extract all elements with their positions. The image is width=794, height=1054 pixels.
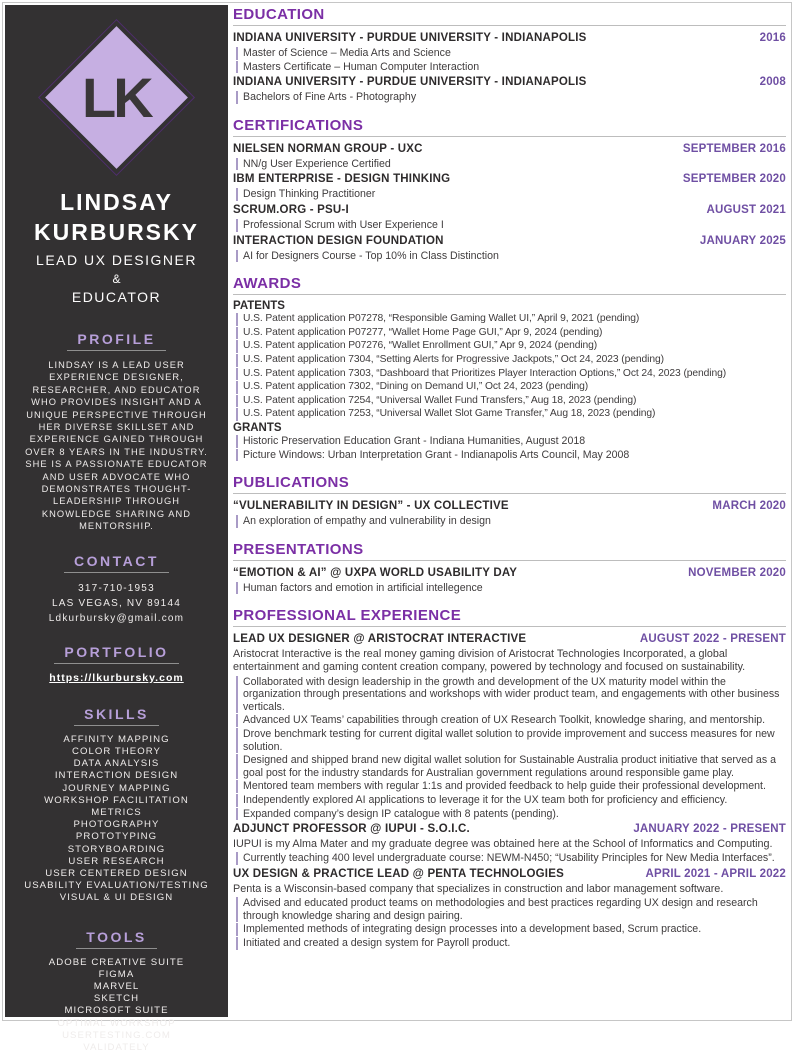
role-title: LEAD UX DESIGNER: [36, 252, 197, 268]
patent-item: U.S. Patent application 7253, “Universal Wallet Slot Game Transfer,” Aug 18, 2023 (pending): [236, 408, 786, 421]
entry-title: IBM ENTERPRISE - DESIGN THINKING: [233, 173, 451, 186]
skill-item: AFFINITY MAPPING: [63, 733, 170, 745]
certifications-heading: CERTIFICATIONS: [233, 117, 786, 137]
entry-title: “VULNERABILITY IN DESIGN” - UX COLLECTIVE: [233, 500, 509, 513]
certification-entry: [233, 203, 786, 232]
publications-body: [233, 499, 786, 528]
publications-heading: PUBLICATIONS: [233, 474, 786, 494]
skill-item: USER CENTERED DESIGN: [45, 867, 188, 879]
job-date: APRIL 2021 - APRIL 2022: [645, 868, 786, 881]
job-bullets: [233, 676, 786, 821]
bullet-line: Initiated and created a design system for Payroll product.: [236, 937, 786, 950]
entry-date: MARCH 2020: [712, 500, 786, 513]
entry-title: “EMOTION & AI” @ UXPA WORLD USABILITY DAY: [233, 566, 518, 579]
certification-entry: [233, 234, 786, 263]
education-entry: [233, 75, 786, 104]
patent-item: U.S. Patent application 7254, “Universal Wallet Fund Transfers,” Aug 18, 2023 (pending): [236, 395, 786, 408]
profile-section: [5, 331, 228, 533]
skill-item: WORKSHOP FACILITATION: [44, 794, 189, 806]
certification-entry: [233, 142, 786, 171]
grant-item: Picture Windows: Urban Interpretation Grant - Indianapolis Arts Council, May 2008: [236, 449, 786, 462]
grants-list: [233, 435, 786, 461]
patent-item: U.S. Patent application 7302, “Dining on Demand UI,” Oct 24, 2023 (pending): [236, 381, 786, 394]
entry-date: 2008: [759, 76, 786, 89]
detail-line: Bachelors of Fine Arts - Photography: [236, 91, 786, 104]
sidebar: [5, 5, 228, 1053]
certifications-body: [233, 142, 786, 262]
skill-item: USABILITY EVALUATION/TESTING: [24, 880, 209, 892]
bullet-line: Designed and shipped brand new digital wallet solution for Sustainable Australia product initiative that served as a goal post for the industry standards for Australian government regulations around responsible game play.: [236, 754, 786, 779]
education-entry: [233, 31, 786, 73]
detail-line: Human factors and emotion in artificial intellegence: [236, 582, 786, 595]
grants-label: GRANTS: [233, 421, 282, 434]
skill-item: STORYBOARDING: [67, 843, 166, 855]
bullet-line: Expanded company’s design IP catalogue with 8 patents (pending).: [236, 808, 786, 821]
entry-details: [233, 47, 786, 73]
contact-lines: [5, 581, 228, 626]
job-entry: [233, 632, 786, 820]
job-title: LEAD UX DESIGNER @ ARISTOCRAT INTERACTIVE: [233, 633, 527, 646]
detail-line: Professional Scrum with User Experience I: [236, 219, 786, 232]
experience-heading: PROFESSIONAL EXPERIENCE: [233, 607, 786, 627]
presentation-entry: [233, 566, 786, 595]
entry-date: AUGUST 2021: [706, 203, 786, 216]
entry-head: [233, 234, 786, 249]
job-date: AUGUST 2022 - PRESENT: [639, 633, 786, 646]
phone-number: 317-710-1953: [78, 582, 155, 594]
awards-heading: AWARDS: [233, 275, 786, 295]
entry-date: SEPTEMBER 2020: [682, 173, 786, 186]
first-name: LINDSAY: [60, 189, 173, 215]
entry-title: INDIANA UNIVERSITY - PURDUE UNIVERSITY - INDIANAPOLIS: [233, 32, 587, 44]
identity-block: [5, 187, 228, 307]
detail-line: NN/g User Experience Certified: [236, 158, 786, 171]
detail-line: AI for Designers Course - Top 10% in Class Distinction: [236, 250, 786, 263]
tool-item: ADOBE CREATIVE SUITE: [48, 956, 185, 968]
presentations-section: [233, 541, 786, 595]
entry-title: INTERACTION DESIGN FOUNDATION: [233, 234, 444, 247]
profile-heading: PROFILE: [67, 331, 165, 351]
patent-item: U.S. Patent application P07278, “Responsible Gaming Wallet UI,” April 9, 2021 (pending): [236, 313, 786, 326]
entry-head: [233, 566, 786, 581]
bullet-line: Currently teaching 400 level undergraduate course: NEWM-N450; “Usability Principles for New Media Interfaces”.: [236, 852, 786, 865]
entry-head: [233, 499, 786, 514]
skill-item: METRICS: [91, 806, 142, 818]
entry-date: JANUARY 2025: [699, 234, 786, 247]
patent-item: U.S. Patent application 7303, “Dashboard that Prioritizes Player Interaction Options,” Oct 24, 2023 (pending): [236, 368, 786, 381]
bullet-line: Collaborated with design leadership in the growth and development of the UX maturity model within the organization through presentations and workshops with wider product team, and engagements with other business verticals.: [236, 676, 786, 714]
skill-item: INTERACTION DESIGN: [54, 770, 179, 782]
detail-line: An exploration of empathy and vulnerability in design: [236, 515, 786, 528]
job-intro: Aristocrat Interactive is the real money gaming division of Aristocrat Technologies Incorporated, a global entertainment and gaming content creation company, powered by technology and focused on sustainability.: [233, 648, 746, 674]
entry-head: [233, 203, 786, 218]
portfolio-section: [5, 644, 228, 686]
logo: [5, 21, 228, 173]
entry-details: [233, 582, 786, 595]
patents-list: [233, 313, 786, 421]
skill-item: VISUAL & UI DESIGN: [59, 892, 174, 904]
awards-body: [233, 300, 786, 461]
entry-head: [233, 632, 786, 647]
email-address: Ldkurbursky@gmail.com: [48, 612, 185, 624]
detail-line: Design Thinking Practitioner: [236, 188, 786, 201]
entry-title: SCRUM.ORG - PSU-I: [233, 203, 349, 216]
portfolio-heading: PORTFOLIO: [54, 644, 178, 664]
bullet-line: Drove benchmark testing for current digital wallet solution to provide improvement and success measures for new solution.: [236, 728, 786, 753]
experience-body: [233, 632, 786, 949]
entry-details: [233, 219, 786, 232]
tool-item: VALIDATELY: [83, 1041, 150, 1053]
contact-section: [5, 553, 228, 626]
job-intro: Penta is a Wisconsin-based company that specializes in construction and labor management software.: [233, 883, 724, 896]
job-entry: [233, 867, 786, 950]
education-heading: EDUCATION: [233, 6, 786, 26]
entry-head: [233, 172, 786, 187]
last-name: KURBURSKY: [34, 219, 199, 245]
job-bullets: [233, 852, 786, 865]
entry-details: [233, 250, 786, 263]
diamond-logo: [45, 26, 188, 169]
entry-head: [233, 867, 786, 882]
job-title: ADJUNCT PROFESSOR @ IUPUI - S.O.I.C.: [233, 823, 470, 836]
skills-list: [5, 734, 228, 905]
entry-date: 2016: [759, 32, 786, 44]
entry-details: [233, 515, 786, 528]
presentations-body: [233, 566, 786, 595]
job-bullets: [233, 897, 786, 949]
tool-item: SKETCH: [93, 993, 140, 1005]
location: LAS VEGAS, NV 89144: [52, 597, 181, 609]
job-title: UX DESIGN & PRACTICE LEAD @ PENTA TECHNOLOGIES: [233, 868, 564, 881]
patent-item: U.S. Patent application 7304, “Setting Alerts for Progressive Jackpots,” Oct 24, 2023 (pending): [236, 354, 786, 367]
skill-item: DATA ANALYSIS: [73, 758, 160, 770]
job-date: JANUARY 2022 - PRESENT: [633, 823, 786, 836]
patent-item: U.S. Patent application P07276, “Wallet Enrollment GUI,” Apr 9, 2024 (pending): [236, 340, 786, 353]
tool-item: OPTIMAL WORKSHOP: [57, 1017, 176, 1029]
job-entry: [233, 822, 786, 865]
tools-heading: TOOLS: [76, 929, 156, 949]
skill-item: PROTOTYPING: [75, 831, 158, 843]
role-title-2: EDUCATOR: [71, 289, 162, 305]
bullet-line: Advanced UX Teams’ capabilities through creation of UX Research Toolkit, knowledge sharing, and mentorship.: [236, 714, 786, 727]
detail-line: Masters Certificate – Human Computer Interaction: [236, 61, 786, 74]
bullet-line: Implemented methods of integrating design processes into a development based, Scrum practice.: [236, 923, 786, 936]
bullet-line: Advised and educated product teams on methodologies and best practices regarding UX design and research through knowledge sharing and design pairing.: [236, 897, 786, 922]
entry-details: [233, 188, 786, 201]
portfolio-link[interactable]: https://lkurbursky.com: [49, 671, 184, 684]
entry-head: [233, 31, 786, 46]
publication-entry: [233, 499, 786, 528]
tools-list: [5, 957, 228, 1054]
presentations-heading: PRESENTATIONS: [233, 541, 786, 561]
monogram-text: LK: [82, 65, 151, 129]
tool-item: USERTESTING.COM: [62, 1029, 171, 1041]
awards-section: [233, 275, 786, 461]
education-body: [233, 31, 786, 104]
skill-item: PHOTOGRAPHY: [73, 819, 160, 831]
tool-item: MICROSOFT SUITE: [64, 1005, 169, 1017]
contact-heading: CONTACT: [64, 553, 169, 573]
certifications-section: [233, 117, 786, 262]
tool-item: FIGMA: [98, 968, 135, 980]
entry-details: [233, 158, 786, 171]
detail-line: Master of Science – Media Arts and Science: [236, 47, 786, 60]
skill-item: JOURNEY MAPPING: [62, 782, 171, 794]
certification-entry: [233, 172, 786, 201]
role-ampersand: &: [112, 272, 121, 286]
patents-label: PATENTS: [233, 300, 285, 313]
entry-details: [233, 91, 786, 104]
entry-title: INDIANA UNIVERSITY - PURDUE UNIVERSITY - INDIANAPOLIS: [233, 76, 587, 89]
entry-head: [233, 75, 786, 90]
job-intro: IUPUI is my Alma Mater and my graduate degree was obtained here at the School of Informatics and Computing.: [233, 838, 773, 851]
skill-item: USER RESEARCH: [68, 855, 165, 867]
experience-section: [233, 607, 786, 949]
tool-item: MARVEL: [93, 980, 140, 992]
profile-text: LINDSAY IS A LEAD USER EXPERIENCE DESIGNER, RESEARCHER, AND EDUCATOR WHO PROVIDES INSIGHT AND A UNIQUE PERSPECTIVE THROUGH HER DIVERSE SKILLSET AND EXPERIENCE GAINED THROUGH OVER 8 YEARS IN THE INDUSTRY. SHE IS A PASSIONATE EDUCATOR AND USER ADVOCATE WHO DEMONSTRATES THOUGHT-LEADERSHIP THROUGH KNOWLEDGE SHARING AND MENTORSHIP.: [25, 360, 208, 532]
skills-heading: SKILLS: [74, 706, 159, 726]
entry-date: SEPTEMBER 2016: [682, 142, 786, 155]
patent-item: U.S. Patent application P07277, “Wallet Home Page GUI,” Apr 9, 2024 (pending): [236, 327, 786, 340]
entry-head: [233, 822, 786, 837]
skills-section: [5, 706, 228, 905]
entry-title: NIELSEN NORMAN GROUP - UXC: [233, 142, 423, 155]
entry-head: [233, 142, 786, 157]
tools-section: [5, 929, 228, 1054]
skill-item: COLOR THEORY: [71, 745, 161, 757]
publications-section: [233, 474, 786, 528]
education-section: [233, 6, 786, 104]
bullet-line: Mentored team members with regular 1:1s and provided feedback to help guide their professional development.: [236, 780, 786, 793]
main-column: [233, 6, 786, 951]
entry-date: NOVEMBER 2020: [688, 566, 786, 579]
bullet-line: Independently explored AI applications to leverage it for the UX team both for proficiency and efficiency.: [236, 794, 786, 807]
grant-item: Historic Preservation Education Grant - Indiana Humanities, August 2018: [236, 435, 786, 448]
